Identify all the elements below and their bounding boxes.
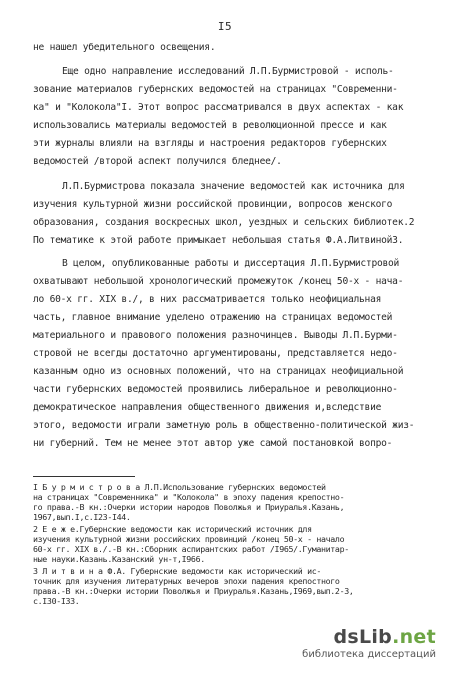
body-line: не нашел убедительного освещения. [33,42,216,53]
footnote-line: 60-х гг. XIX в./.-В кн.:Сборник аспирантских работ /I965/.Гуманитар- [33,544,349,554]
footnote-line: 1967,вып.I,с.I23-I44. [33,512,131,522]
body-line: зование материалов губернских ведомостей на страницах "Современни- [33,84,398,95]
body-line: материального и правового положения разночинцев. Выводы Л.П.Бурми- [33,330,398,341]
footnote-line: точник для изучения литературных вечеров эпохи падения крепостного [33,576,340,586]
body-line: части губернских ведомостей проявились либеральное и революционно- [33,384,398,395]
footnote-divider [33,476,135,477]
footnote-line: на страницах "Современника" и "Колокола" в эпоху падения крепостно- [33,492,345,502]
dslib-logo [302,626,436,648]
body-line: использовались материалы ведомостей в революционной прессе и как [33,120,387,131]
body-line: Еще одно направление исследований Л.П.Бурмистровой - исполь- [62,66,394,77]
body-line: стровой не всегды достаточно аргументированы, представляется недо- [33,348,398,359]
logo-main: dsLib [333,626,393,648]
body-line: ни губерний. Тем не менее этот автор уже самой постановкой вопро- [33,438,393,449]
footnote-line: изучения культурной жизни российских провинций /конец 50-х - начало [33,534,345,544]
body-line: этого, ведомости играли заметную роль в общественно-политической жиз- [33,420,415,431]
footnote-line: 2 Е е ж е.Губернские ведомости как исторический источник для [33,524,312,534]
body-line: часть, главное внимание уделено отражению на страницах ведомостей [33,312,393,323]
body-line: ка" и "Колокола"I. Этот вопрос рассматривался в двух аспектах - как [33,102,404,113]
page-number: I5 [217,20,233,33]
body-line: В целом, опубликованные работы и диссертация Л.П.Бурмистровой [62,258,400,269]
body-line: ведомостей /второй аспект получился бледнее/. [33,156,282,167]
footnote-line: права.-В кн.:Очерки истории Поволжья и Приуралья.Казань,I969,вып.2-3, [33,586,354,596]
body-line: эти журналы влияли на взгляды и настроения редакторов губернских [33,138,387,149]
body-line: демократическое направления общественного движения и,вследствие [33,402,382,413]
logo-accent: .net [392,626,436,648]
watermark-subtitle: библиотека диссертаций [302,649,436,660]
dslib-watermark[interactable] [302,626,436,660]
body-line: изучения культурной жизни российской провинции, вопросов женского [33,199,393,210]
footnote-line: го права.-В кн.:Очерки истории народов Поволжья и Приуралья.Казань, [33,502,345,512]
footnote-line: с.I30-I33. [33,596,80,606]
footnote-line: I Б у р м и с т р о в а Л.П.Использование губернских ведомостей [33,482,326,492]
body-line: ло 60-х гг. XIX в./, в них рассматривается только неофициальная [33,294,382,305]
body-line: Л.П.Бурмистрова показала значение ведомостей как источника для [62,181,405,192]
body-line: образования, создания воскресных школ, уездных и сельских библиотек.2 [33,217,415,228]
body-line: По тематике к этой работе примыкает небольшая статья Ф.А.Литвиной3. [33,235,404,246]
body-line: казанным одно из основных положений, что на страницах неофициальной [33,366,404,377]
body-line: охватывают небольшой хронологический промежуток /конец 50-х - нача- [33,276,404,287]
footnote-line: ные науки.Казань.Казанский ун-т,I966. [33,554,205,564]
footnote-line: 3 Л и т в и н а Ф.А. Губернские ведомости как исторический ис- [33,566,321,576]
